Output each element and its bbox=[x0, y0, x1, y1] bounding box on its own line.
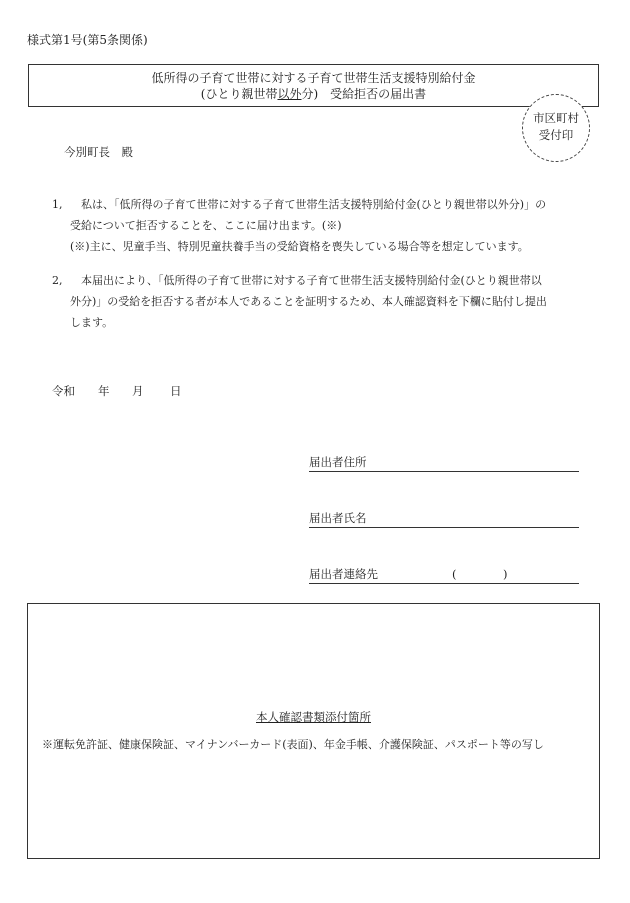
item-text bbox=[70, 270, 600, 333]
item-line: 私は、「低所得の子育て世帯に対する子育て世帯生活支援特別給付金(ひとり親世帯以外分)」の bbox=[81, 198, 547, 211]
title-line-2-post: 分) 受給拒否の届出書 bbox=[301, 87, 427, 101]
stamp-line-1: 市区町村 bbox=[533, 111, 579, 125]
document-title-box bbox=[28, 64, 599, 107]
title-line-1: 低所得の子育て世帯に対する子育て世帯生活支援特別給付金 bbox=[151, 71, 476, 85]
title-underlined-word: 以外 bbox=[277, 87, 302, 101]
stamp-line-2: 受付印 bbox=[538, 128, 574, 142]
applicant-address-field[interactable] bbox=[309, 453, 579, 472]
item-number: 1, bbox=[52, 198, 63, 211]
id-document-attachment-area bbox=[27, 603, 600, 859]
date-month: 月 bbox=[132, 384, 144, 398]
paren-open: ( bbox=[452, 567, 457, 581]
applicant-name-field[interactable] bbox=[309, 509, 579, 528]
title-line-2-pre: (ひとり親世帯 bbox=[200, 87, 278, 101]
date-year: 年 bbox=[98, 384, 110, 398]
title-line-2 bbox=[29, 86, 598, 102]
item-line: 受給について拒否することを、ここに届け出ます。(※) bbox=[70, 219, 342, 232]
item-line: 本届出により、「低所得の子育て世帯に対する子育て世帯生活支援特別給付金(ひとり親世帯以 bbox=[81, 274, 542, 287]
id-box-title-text: 本人確認書類添付箇所 bbox=[256, 710, 371, 724]
form-number: 様式第1号(第5条関係) bbox=[27, 33, 148, 47]
paren-close: ) bbox=[503, 567, 508, 581]
date-day: 日 bbox=[170, 384, 182, 398]
item-line: 外分)」の受給を拒否する者が本人であることを証明するため、本人確認資料を下欄に貼付し提出 bbox=[70, 295, 547, 308]
item-line: します。 bbox=[70, 316, 114, 329]
id-box-title bbox=[28, 709, 599, 725]
applicant-address-label: 届出者住所 bbox=[309, 455, 367, 469]
applicant-name-label: 届出者氏名 bbox=[309, 511, 367, 525]
item-text bbox=[70, 194, 600, 257]
applicant-contact-field[interactable] bbox=[309, 565, 579, 584]
item-number: 2, bbox=[52, 274, 63, 287]
item-note: (※)主に、児童手当、特別児童扶養手当の受給資格を喪失している場合等を想定しています。 bbox=[70, 240, 529, 253]
date-era: 令和 bbox=[52, 384, 75, 398]
id-box-note: ※運転免許証、健康保険証、マイナンバーカード(表面)、年金手帳、介護保険証、パスポート等の写し bbox=[42, 738, 544, 751]
applicant-contact-label: 届出者連絡先 bbox=[309, 567, 378, 581]
addressee: 今別町長 殿 bbox=[64, 145, 133, 159]
reception-stamp-circle bbox=[522, 94, 590, 162]
